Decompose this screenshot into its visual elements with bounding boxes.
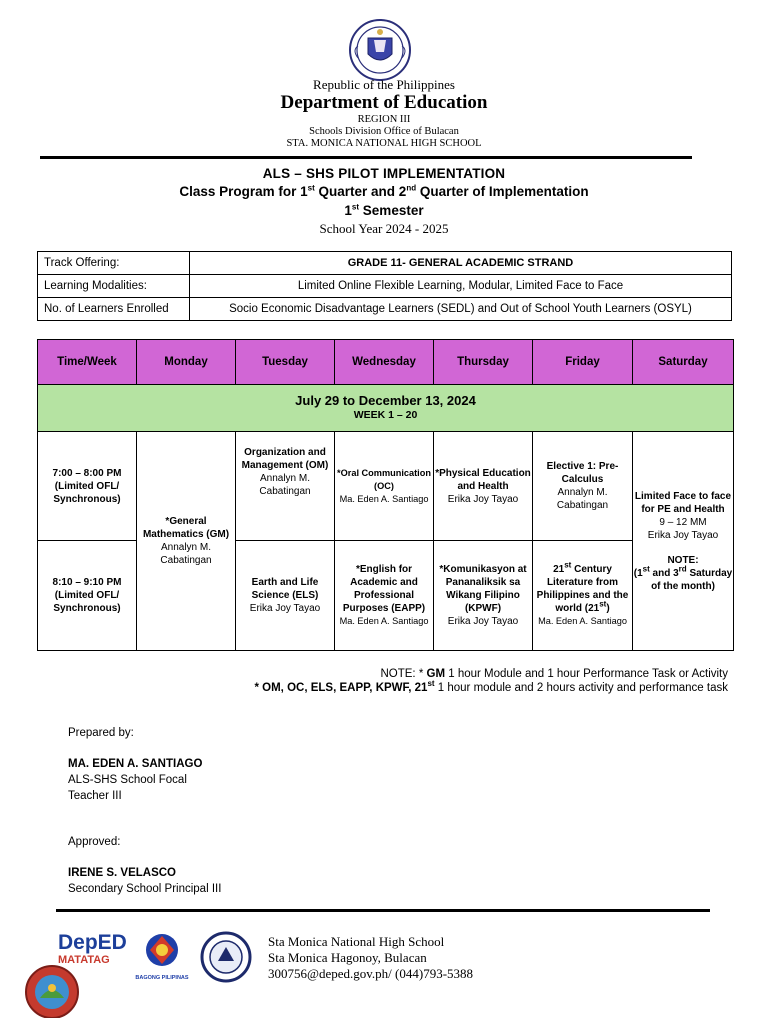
info-value: Limited Online Flexible Learning, Modular, Limited Face to Face — [190, 275, 732, 298]
approved-name: IRENE S. VELASCO — [68, 867, 176, 879]
subject-name: Earth and Life Science (ELS) — [251, 577, 319, 601]
thursday-cell-2 — [434, 541, 533, 651]
table-row — [38, 275, 732, 298]
note-line-1: NOTE: * GM 1 hour Module and 1 hour Performance Task or Activity — [380, 668, 728, 680]
subject-name: Organization and Management (OM) — [241, 447, 329, 471]
matatag-logo-text: MATATAG — [58, 954, 110, 966]
friday-cell-2 — [533, 541, 633, 651]
slot-time: 8:10 – 9:10 PM — [52, 577, 122, 588]
time-slot-2 — [38, 541, 137, 651]
info-label: Learning Modalities: — [38, 275, 190, 298]
document-subtitle: Class Program for 1st Quarter and 2nd Quarter of Implementation — [179, 183, 589, 199]
column-header: Thursday — [434, 340, 533, 385]
teacher-name: Annalyn M. Cabatingan — [259, 473, 311, 497]
column-header: Saturday — [633, 340, 734, 385]
tuesday-cell-2 — [236, 541, 335, 651]
info-label: No. of Learners Enrolled — [38, 298, 190, 321]
bagong-pilipinas-logo — [134, 930, 190, 982]
info-label: Track Offering: — [38, 252, 190, 275]
time-slot-1 — [38, 432, 137, 541]
column-header: Friday — [533, 340, 633, 385]
slot-mode: Synchronous) — [53, 493, 121, 505]
column-header: Time/Week — [38, 340, 137, 385]
program-info-table — [37, 251, 732, 321]
school-seal-icon — [196, 931, 256, 983]
column-header: Monday — [137, 340, 236, 385]
subject-name: *Komunikasyon at Pananaliksik sa Wikang Filipino (KPWF) — [439, 564, 527, 614]
table-row — [38, 252, 732, 275]
note-label: NOTE: — [667, 554, 699, 566]
division-seal-icon — [16, 962, 88, 1018]
saturday-cell — [633, 432, 734, 651]
subject-name: Limited Face to face for PE and Health — [634, 490, 732, 515]
column-header: Wednesday — [335, 340, 434, 385]
prepared-role: Teacher III — [68, 790, 122, 802]
tuesday-cell-1 — [236, 432, 335, 541]
teacher-name: Annalyn M. Cabatingan — [160, 542, 212, 566]
teacher-name: Ma. Eden A. Santiago — [339, 493, 429, 504]
period-row — [38, 385, 734, 432]
prepared-label: Prepared by: — [68, 727, 134, 739]
subject-name: *General Mathematics (GM) — [142, 516, 230, 540]
info-value: GRADE 11- GENERAL ACADEMIC STRAND — [190, 252, 732, 275]
note-line-2: * OM, OC, ELS, EAPP, KPWF, 21st 1 hour module and 2 hours activity and performance task — [254, 679, 728, 694]
period-cell — [38, 385, 734, 432]
semester-heading: 1st Semester — [344, 202, 424, 218]
period-weeks: WEEK 1 – 20 — [353, 409, 418, 421]
document-title: ALS – SHS PILOT IMPLEMENTATION — [262, 166, 506, 181]
saturday-note: (1st and 3rd Saturday of the month) — [633, 564, 733, 592]
subject-name: 21st Century Literature from Philippines and the world (21st) — [536, 560, 629, 614]
teacher-name: Erika Joy Tayao — [447, 616, 519, 627]
column-header: Tuesday — [236, 340, 335, 385]
bagong-pilipinas-text: BAGONG PILIPINAS — [135, 975, 189, 981]
wednesday-cell-2 — [335, 541, 434, 651]
prepared-name: MA. EDEN A. SANTIAGO — [68, 758, 203, 770]
teacher-name: Ma. Eden A. Santiago — [538, 616, 627, 626]
friday-cell-1 — [533, 432, 633, 541]
table-row — [38, 432, 734, 541]
footer-divider — [56, 909, 710, 912]
approved-role: Secondary School Principal III — [68, 883, 222, 895]
header-divider — [40, 156, 692, 159]
wednesday-cell-1 — [335, 432, 434, 541]
teacher-name: Erika Joy Tayao — [249, 603, 321, 614]
region-heading: REGION III — [357, 114, 411, 125]
subject-name: *Oral Communication (OC) — [337, 467, 431, 491]
class-schedule-table — [37, 339, 734, 651]
table-header-row — [38, 340, 734, 385]
slot-mode: (Limited OFL/ — [54, 480, 120, 492]
subject-name: *English for Academic and Professional Purposes (EAPP) — [342, 564, 426, 614]
division-heading: Schools Division Office of Bulacan — [309, 126, 459, 137]
department-heading: Department of Education — [280, 92, 488, 113]
footer-contact: 300756@deped.gov.ph/ (044)793-5388 — [268, 966, 474, 981]
period-dates: July 29 to December 13, 2024 — [295, 393, 476, 408]
bagong-pilipinas-icon — [134, 930, 190, 970]
republic-heading: Republic of the Philippines — [313, 77, 455, 92]
session-time: 9 – 12 MM — [659, 516, 707, 528]
subject-name: Elective 1: Pre-Calculus — [546, 461, 619, 485]
table-row — [38, 298, 732, 321]
deped-logo-text: DepED — [58, 931, 127, 954]
thursday-cell-1 — [434, 432, 533, 541]
school-heading: STA. MONICA NATIONAL HIGH SCHOOL — [286, 138, 482, 149]
deped-seal-icon — [338, 18, 422, 82]
approved-label: Approved: — [68, 836, 121, 848]
info-value: Socio Economic Disadvantage Learners (SEDL) and Out of School Youth Learners (OSYL) — [190, 298, 732, 321]
teacher-name: Annalyn M. Cabatingan — [556, 487, 609, 511]
teacher-name: Erika Joy Tayao — [447, 493, 519, 505]
footer-school-name: Sta Monica National High School — [268, 934, 445, 949]
subject-name: *Physical Education and Health — [435, 467, 531, 492]
school-year: School Year 2024 - 2025 — [319, 221, 449, 236]
slot-time: 7:00 – 8:00 PM — [52, 467, 122, 479]
prepared-role: ALS-SHS School Focal — [68, 774, 187, 786]
teacher-name: Ma. Eden A. Santiago — [339, 616, 429, 626]
slot-mode: (Limited OFL/ — [54, 590, 120, 601]
footer-address: Sta Monica Hagonoy, Bulacan — [268, 950, 427, 965]
teacher-name: Erika Joy Tayao — [647, 529, 719, 541]
monday-cell — [137, 432, 236, 651]
slot-mode: Synchronous) — [53, 603, 121, 614]
